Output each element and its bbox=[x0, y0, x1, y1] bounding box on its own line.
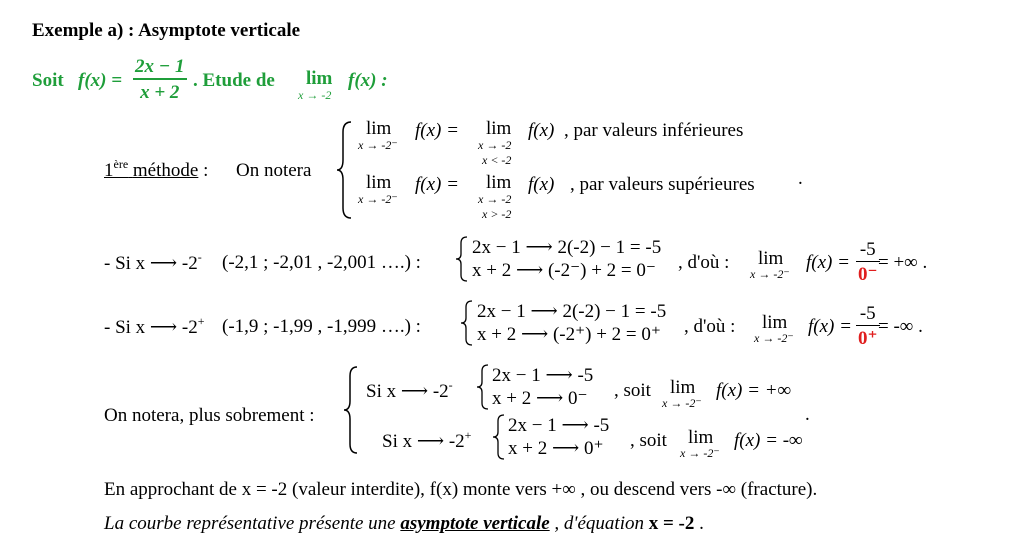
page-title: Exemple a) : Asymptote verticale bbox=[32, 20, 301, 41]
case1-fx: f(x) = bbox=[806, 252, 850, 273]
m-line2-fx2: f(x) bbox=[528, 174, 555, 195]
case1-brace bbox=[455, 236, 469, 282]
sobre-a-brace bbox=[476, 364, 490, 410]
case1-lim: lim bbox=[758, 248, 784, 269]
intro-fx2: f(x) : bbox=[348, 70, 388, 91]
m-line2-lim2-sub1: x → -2 bbox=[478, 192, 512, 206]
m-line2-lim2: lim bbox=[486, 172, 512, 193]
intro-lim: lim bbox=[306, 68, 333, 89]
m-line2-lim-sub: x → -2⁻ bbox=[358, 192, 398, 206]
intro-lim-sub: x → -2 bbox=[298, 88, 332, 102]
methode-label: 1ère méthode : bbox=[104, 157, 209, 181]
sobre-a-soit: , soit bbox=[614, 380, 651, 401]
sobre-b-lim-sub: x → -2⁻ bbox=[680, 446, 720, 460]
m-line1-lim-sub: x → -2⁻ bbox=[358, 138, 398, 152]
sobre-a-si: Si x ⟶ -2- bbox=[366, 378, 453, 402]
m-line2-lim: lim bbox=[366, 172, 392, 193]
case1-dou: , d'où : bbox=[678, 252, 730, 273]
case2-result: = -∞ . bbox=[878, 316, 923, 337]
sobre-b-soit: , soit bbox=[630, 430, 667, 451]
conclusion-asym: asymptote verticale bbox=[400, 513, 550, 534]
case2-den: 0⁺ bbox=[858, 328, 878, 349]
m-line1-fx: f(x) = bbox=[415, 120, 459, 141]
m-line1-lim2-sub1: x → -2 bbox=[478, 138, 512, 152]
intro-numerator: 2x − 1 bbox=[135, 56, 185, 77]
case2-num: -5 bbox=[859, 303, 876, 324]
sobre-b-res: f(x) = -∞ bbox=[734, 430, 803, 451]
case2-bottom: x + 2 ⟶ (-2⁺) + 2 = 0⁺ bbox=[477, 324, 661, 345]
case2-fx: f(x) = bbox=[808, 316, 852, 337]
case2-fraction bbox=[856, 304, 880, 348]
sobre-dot: . bbox=[805, 404, 810, 425]
m-line2-fx: f(x) = bbox=[415, 174, 459, 195]
sobre-a-lim-sub: x → -2⁻ bbox=[662, 396, 702, 410]
fraction-bar bbox=[856, 325, 880, 326]
case2-dou: , d'où : bbox=[684, 316, 736, 337]
fraction-bar bbox=[856, 261, 880, 262]
conclusion-line: La courbe représentative présente une asymptote verticale , d'équation x = -2 . bbox=[104, 513, 704, 534]
case1-den: 0⁻ bbox=[858, 264, 878, 285]
conclusion-eq: x = -2 bbox=[648, 513, 695, 534]
sobre-label: On notera, plus sobrement : bbox=[104, 405, 315, 426]
intro-denominator: x + 2 bbox=[140, 82, 180, 103]
sobre-b-bottom: x + 2 ⟶ 0⁺ bbox=[508, 438, 604, 459]
sobre-a-top: 2x − 1 ⟶ -5 bbox=[492, 365, 594, 386]
case1-lim-sub: x → -2⁻ bbox=[750, 267, 790, 281]
sobre-b-lim: lim bbox=[688, 427, 714, 448]
sobre-a-lim: lim bbox=[670, 377, 696, 398]
intro-etude: . Etude de bbox=[193, 70, 275, 91]
methode-notera: On notera bbox=[236, 160, 312, 181]
approach-text: En approchant de x = -2 (valeur interdite), f(x) monte vers +∞ , ou descend vers -∞ (fracture). bbox=[104, 479, 818, 500]
case2-lim: lim bbox=[762, 312, 788, 333]
case1-fraction bbox=[856, 240, 880, 284]
m-line2-lim2-sub2: x > -2 bbox=[482, 207, 512, 221]
intro-fx: f(x) = bbox=[78, 70, 123, 91]
m-line2-text: , par valeurs supérieures bbox=[570, 174, 755, 195]
sobre-b-brace bbox=[492, 414, 506, 460]
fraction-bar bbox=[133, 78, 187, 80]
intro-soit: Soit bbox=[32, 70, 64, 91]
intro-fraction bbox=[133, 57, 187, 102]
case2-values: (-1,9 ; -1,99 , -1,999 ….) : bbox=[222, 316, 421, 337]
case1-values: (-2,1 ; -2,01 , -2,001 ….) : bbox=[222, 252, 421, 273]
sobre-a-res: f(x) = +∞ bbox=[716, 380, 792, 401]
left-brace bbox=[335, 120, 355, 220]
sobre-b-si: Si x ⟶ -2+ bbox=[382, 428, 472, 452]
m-line1-text: , par valeurs inférieures bbox=[564, 120, 744, 141]
sobre-brace bbox=[342, 365, 360, 455]
case1-top: 2x − 1 ⟶ 2(-2) − 1 = -5 bbox=[472, 237, 662, 258]
case2-brace bbox=[460, 300, 474, 346]
case1-num: -5 bbox=[859, 239, 876, 260]
m-line1-fx2: f(x) bbox=[528, 120, 555, 141]
case1-bottom: x + 2 ⟶ (-2⁻) + 2 = 0⁻ bbox=[472, 260, 656, 281]
m-line1-lim: lim bbox=[366, 118, 392, 139]
case2-prefix: - Si x ⟶ -2+ bbox=[104, 314, 205, 338]
case1-result: = +∞ . bbox=[878, 252, 928, 273]
sobre-a-bottom: x + 2 ⟶ 0⁻ bbox=[492, 388, 588, 409]
m-line1-lim2-sub2: x < -2 bbox=[482, 153, 512, 167]
case2-lim-sub: x → -2⁻ bbox=[754, 331, 794, 345]
sobre-b-top: 2x − 1 ⟶ -5 bbox=[508, 415, 610, 436]
case1-prefix: - Si x ⟶ -2- bbox=[104, 250, 202, 274]
m-line1-lim2: lim bbox=[486, 118, 512, 139]
m-dot: . bbox=[798, 168, 803, 189]
case2-top: 2x − 1 ⟶ 2(-2) − 1 = -5 bbox=[477, 301, 667, 322]
